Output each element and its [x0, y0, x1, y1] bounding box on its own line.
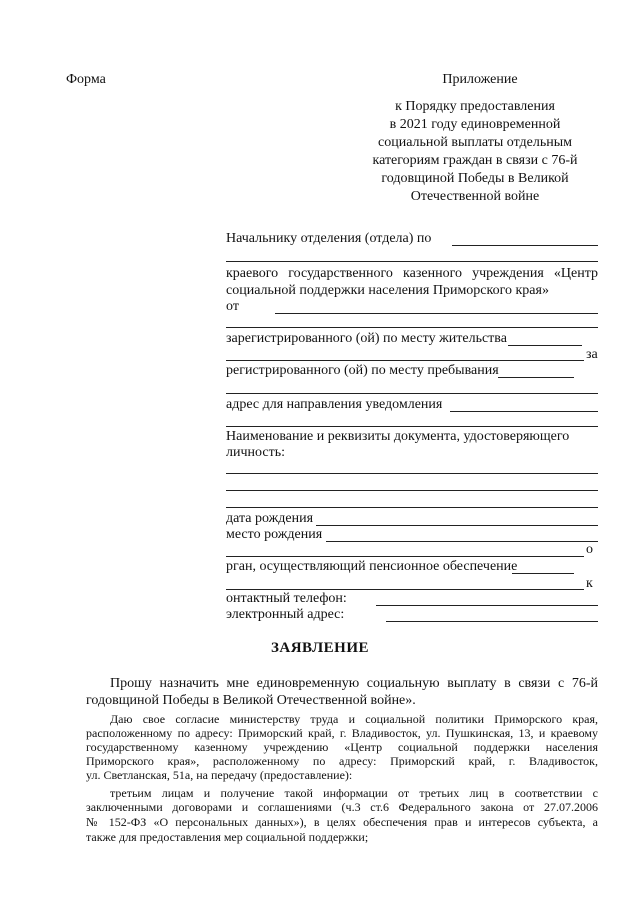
appendix-line: Отечественной войне	[410, 189, 540, 204]
appendix-line: социальной выплаты отдельным	[378, 135, 572, 150]
k-label: к	[586, 576, 593, 591]
fill-line	[376, 605, 598, 606]
registered-residence-label: зарегистрированного (ой) по месту жительства	[226, 331, 507, 346]
appendix-title: Приложение	[442, 72, 518, 87]
fill-line	[226, 556, 584, 557]
body-p2-line: ул. Светланская, 51а, на передачу (предоставление):	[86, 768, 353, 782]
fill-line	[326, 541, 598, 542]
addressee-line-3: социальной поддержки населения Приморского края»	[226, 283, 549, 298]
body-p2-line: Приморского края», расположенному по адресу: Приморский край, г. Владивосток,	[86, 754, 598, 768]
fill-line	[226, 360, 584, 361]
fill-line	[275, 313, 598, 314]
fill-line	[226, 393, 598, 394]
appendix-line: в 2021 году единовременной	[389, 117, 561, 132]
body-p3-line: третьим лицам и получение такой информации от третьих лиц в соответствии с	[110, 786, 598, 800]
fill-line	[226, 261, 598, 262]
fill-line	[452, 245, 598, 246]
za-label: за	[586, 347, 598, 362]
form-label: Форма	[66, 72, 106, 87]
fill-line	[226, 327, 598, 328]
body-p2-line: государственному казенному учреждению «Центр социальной поддержки населения	[86, 740, 598, 754]
registered-stay-label: регистрированного (ой) по месту пребывания	[226, 363, 499, 378]
addressee-line-1: Начальнику отделения (отдела) по	[226, 231, 432, 246]
o-label: о	[586, 542, 593, 557]
appendix-line: категориям граждан в связи с 76-й	[372, 153, 578, 168]
body-p1-line: Прошу назначить мне единовременную социальную выплату в связи с 76-й	[110, 676, 598, 691]
fill-line	[226, 473, 598, 474]
body-p3-line: № 152-ФЗ «О персональных данных»), в целях обеспечения прав и интересов субъекта, а	[86, 815, 598, 829]
fill-line	[226, 426, 598, 427]
email-label: электронный адрес:	[226, 607, 345, 622]
fill-line	[226, 507, 598, 508]
fill-line	[508, 345, 582, 346]
body-p1-line: годовщиной Победы в Великой Отечественной войне».	[86, 693, 416, 708]
notify-address-label: адрес для направления уведомления	[226, 397, 443, 412]
id-document-label-2: личность:	[226, 445, 285, 460]
body-p2-line: расположенному по адресу: Приморский край, г. Владивосток, ул. Пушкинская, 13, и краевому	[86, 726, 598, 740]
birth-place-label: место рождения	[226, 527, 323, 542]
body-p2-line: Даю свое согласие министерству труда и социальной политики Приморского края,	[110, 712, 598, 726]
fill-line	[226, 490, 598, 491]
body-p3-line: заключенными договорами и соглашениями (ч.3 ст.6 Федерального закона от 27.07.2006	[86, 800, 598, 814]
pension-body-label: рган, осуществляющий пенсионное обеспечение	[226, 559, 518, 574]
fill-line	[316, 525, 598, 526]
appendix-line: к Порядку предоставления	[395, 99, 555, 114]
phone-label: онтактный телефон:	[226, 591, 347, 606]
appendix-line: годовщиной Победы в Великой	[381, 171, 569, 186]
body-p3-line: также для предоставления мер социальной поддержки;	[86, 830, 369, 844]
document-title: ЗАЯВЛЕНИЕ	[270, 640, 370, 656]
fill-line	[386, 621, 598, 622]
fill-line	[226, 589, 584, 590]
fill-line	[450, 411, 598, 412]
fill-line	[498, 377, 574, 378]
id-document-label: Наименование и реквизиты документа, удостоверяющего	[226, 429, 570, 444]
birth-date-label: дата рождения	[226, 511, 314, 526]
from-label: от	[226, 299, 239, 314]
fill-line	[512, 573, 574, 574]
addressee-line-2: краевого государственного казенного учреждения «Центр	[226, 266, 598, 281]
